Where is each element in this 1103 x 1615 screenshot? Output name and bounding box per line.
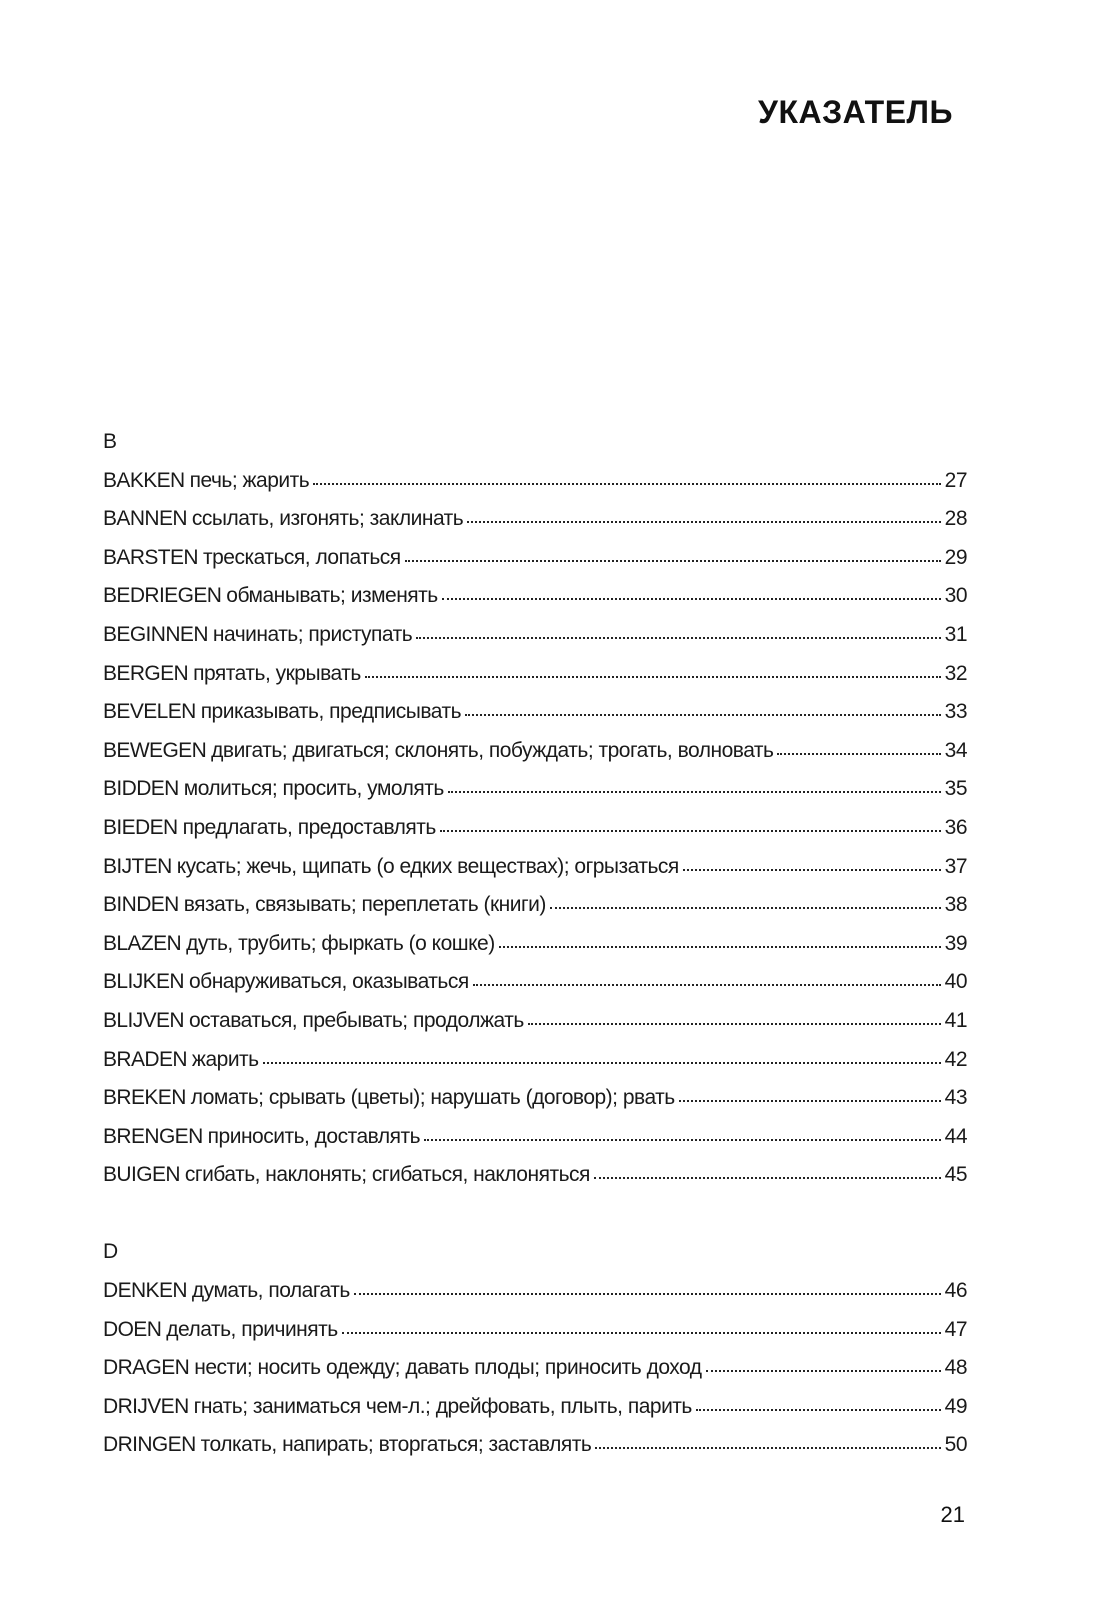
dot-leader bbox=[405, 543, 941, 564]
index-entry bbox=[103, 1041, 967, 1080]
index-entry bbox=[103, 1118, 967, 1157]
dot-leader bbox=[440, 813, 941, 834]
dot-leader bbox=[550, 890, 941, 911]
entry-translation: начинать; приступать bbox=[212, 622, 413, 646]
index-entry bbox=[103, 732, 967, 771]
entry-page-number: 50 bbox=[944, 1433, 967, 1457]
dot-leader bbox=[683, 852, 941, 873]
entry-page-number: 46 bbox=[944, 1279, 967, 1303]
entry-page-number: 45 bbox=[944, 1163, 967, 1187]
entry-page-number: 39 bbox=[944, 931, 967, 955]
entry-word: BIDDEN bbox=[103, 777, 179, 801]
entry-translation: сгибать, наклонять; сгибаться, наклоняться bbox=[184, 1163, 590, 1187]
entry-word: BEDRIEGEN bbox=[103, 584, 222, 608]
index-entry bbox=[103, 1079, 967, 1118]
entry-translation: печь; жарить bbox=[189, 468, 310, 492]
index-entry bbox=[103, 539, 967, 578]
section-gap bbox=[103, 1195, 967, 1234]
entry-word: BEVELEN bbox=[103, 700, 196, 724]
index-entry bbox=[103, 963, 967, 1002]
entry-word: BRADEN bbox=[103, 1047, 187, 1071]
dot-leader bbox=[473, 967, 941, 988]
index-section bbox=[103, 1233, 967, 1465]
entry-translation: вязать, связывать; переплетать (книги) bbox=[183, 893, 546, 917]
dot-leader bbox=[706, 1353, 941, 1374]
entry-translation: кусать; жечь, щипать (о едких веществах); огрызаться bbox=[176, 854, 679, 878]
index-entry bbox=[103, 1388, 967, 1427]
entry-word: BLIJKEN bbox=[103, 970, 184, 994]
entry-page-number: 38 bbox=[944, 893, 967, 917]
entry-word: BLAZEN bbox=[103, 931, 182, 955]
entry-translation: гнать; заниматься чем-л.; дрейфовать, плыть, парить bbox=[193, 1394, 692, 1418]
dot-leader bbox=[416, 620, 940, 641]
index-entry bbox=[103, 616, 967, 655]
index-entry bbox=[103, 1311, 967, 1350]
entry-word: BIEDEN bbox=[103, 815, 178, 839]
entry-word: BUIGEN bbox=[103, 1163, 180, 1187]
dot-leader bbox=[465, 697, 941, 718]
entry-page-number: 27 bbox=[944, 468, 967, 492]
section-letter: D bbox=[103, 1240, 119, 1264]
dot-leader bbox=[594, 1160, 941, 1181]
entry-page-number: 47 bbox=[944, 1317, 967, 1341]
dot-leader bbox=[365, 659, 941, 680]
section-letter: B bbox=[103, 430, 118, 453]
entry-word: BRENGEN bbox=[103, 1124, 203, 1148]
dot-leader bbox=[424, 1122, 941, 1143]
entry-translation: обнаруживаться, оказываться bbox=[189, 970, 469, 994]
index-body bbox=[103, 423, 967, 1465]
entry-translation: предлагать, предоставлять bbox=[182, 815, 436, 839]
dot-leader bbox=[528, 1006, 941, 1027]
entry-translation: оставаться, пребывать; продолжать bbox=[189, 1008, 524, 1032]
entry-word: DRIJVEN bbox=[103, 1394, 189, 1418]
entry-translation: приказывать, предписывать bbox=[200, 700, 462, 724]
entry-word: BREKEN bbox=[103, 1086, 186, 1110]
entry-word: BERGEN bbox=[103, 661, 189, 685]
index-entry bbox=[103, 1002, 967, 1041]
index-entry bbox=[103, 462, 967, 501]
index-entry bbox=[103, 886, 967, 925]
entry-translation: приносить, доставлять bbox=[207, 1124, 421, 1148]
dot-leader bbox=[354, 1276, 941, 1297]
entry-word: BEGINNEN bbox=[103, 622, 208, 646]
index-entry bbox=[103, 1272, 967, 1311]
entry-page-number: 29 bbox=[944, 545, 967, 569]
index-entry bbox=[103, 1426, 967, 1465]
entry-translation: жарить bbox=[191, 1047, 259, 1071]
index-entry bbox=[103, 809, 967, 848]
dot-leader bbox=[499, 929, 941, 950]
entry-word: DRINGEN bbox=[103, 1433, 196, 1457]
entry-page-number: 32 bbox=[944, 661, 967, 685]
index-entry bbox=[103, 655, 967, 694]
index-sections bbox=[103, 423, 967, 1465]
entry-word: BIJTEN bbox=[103, 854, 172, 878]
index-entry bbox=[103, 848, 967, 887]
entry-word: DOEN bbox=[103, 1317, 162, 1341]
entry-page-number: 33 bbox=[944, 700, 967, 724]
dot-leader bbox=[342, 1315, 941, 1336]
dot-leader bbox=[448, 774, 941, 795]
entry-page-number: 30 bbox=[944, 584, 967, 608]
index-entry bbox=[103, 693, 967, 732]
entry-translation: думать, полагать bbox=[191, 1279, 350, 1303]
dot-leader bbox=[313, 466, 940, 487]
page-number: 21 bbox=[940, 1502, 965, 1527]
entry-page-number: 42 bbox=[944, 1047, 967, 1071]
entry-translation: двигать; двигаться; склонять, побуждать; трогать, волновать bbox=[211, 738, 774, 762]
dot-leader bbox=[467, 504, 940, 525]
entry-translation: нести; носить одежду; давать плоды; приносить доход bbox=[194, 1356, 702, 1380]
entry-word: DRAGEN bbox=[103, 1356, 190, 1380]
dot-leader bbox=[777, 736, 940, 757]
entry-page-number: 28 bbox=[944, 507, 967, 531]
entry-word: BINDEN bbox=[103, 893, 179, 917]
dot-leader bbox=[679, 1083, 941, 1104]
dot-leader bbox=[263, 1045, 941, 1066]
entry-word: BARSTEN bbox=[103, 545, 198, 569]
entry-page-number: 36 bbox=[944, 815, 967, 839]
index-entry bbox=[103, 500, 967, 539]
entry-translation: ломать; срывать (цветы); нарушать (договор); рвать bbox=[190, 1086, 675, 1110]
entry-page-number: 31 bbox=[944, 622, 967, 646]
entry-translation: ссылать, изгонять; заклинать bbox=[191, 507, 464, 531]
entry-page-number: 48 bbox=[944, 1356, 967, 1380]
entry-page-number: 34 bbox=[944, 738, 967, 762]
entry-translation: молиться; просить, умолять bbox=[183, 777, 444, 801]
entry-page-number: 41 bbox=[944, 1008, 967, 1032]
entry-word: BANNEN bbox=[103, 507, 187, 531]
entry-page-number: 40 bbox=[944, 970, 967, 994]
dot-leader bbox=[442, 581, 941, 602]
dot-leader bbox=[696, 1392, 941, 1413]
entry-page-number: 43 bbox=[944, 1086, 967, 1110]
page-title: УКАЗАТЕЛЬ bbox=[758, 94, 953, 130]
entry-translation: делать, причинять bbox=[166, 1317, 338, 1341]
index-entry bbox=[103, 577, 967, 616]
entry-word: BAKKEN bbox=[103, 468, 185, 492]
dot-leader bbox=[595, 1430, 940, 1451]
index-entry bbox=[103, 1349, 967, 1388]
entry-page-number: 49 bbox=[944, 1394, 967, 1418]
entry-word: BEWEGEN bbox=[103, 738, 207, 762]
index-entry bbox=[103, 770, 967, 809]
entry-translation: прятать, укрывать bbox=[193, 661, 361, 685]
entry-translation: дуть, трубить; фыркать (о кошке) bbox=[186, 931, 495, 955]
entry-page-number: 44 bbox=[944, 1124, 967, 1148]
index-entry bbox=[103, 1156, 967, 1195]
entry-word: DENKEN bbox=[103, 1279, 187, 1303]
entry-translation: толкать, напирать; вторгаться; заставлять bbox=[200, 1433, 592, 1457]
entry-page-number: 37 bbox=[944, 854, 967, 878]
entry-page-number: 35 bbox=[944, 777, 967, 801]
entry-translation: трескаться, лопаться bbox=[203, 545, 401, 569]
index-section bbox=[103, 423, 967, 1195]
entry-word: BLIJVEN bbox=[103, 1008, 184, 1032]
entry-translation: обманывать; изменять bbox=[226, 584, 438, 608]
index-entry bbox=[103, 925, 967, 964]
